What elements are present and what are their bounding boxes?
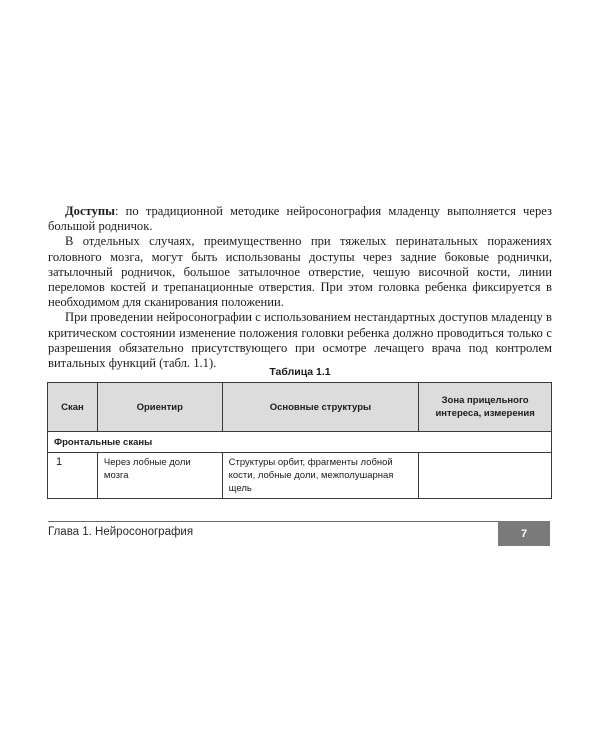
header-scan: Скан: [48, 383, 98, 432]
header-landmark: Ориентир: [97, 383, 222, 432]
table-row: [48, 453, 552, 499]
paragraph-fixation-text: При этом головка ребенка фиксируется в необходимом для сканирования положении.: [48, 280, 552, 310]
header-structures: Основные структуры: [222, 383, 419, 432]
paragraph-critical-state: При проведении нейросонографии с использованием нестандартных доступов младенцу в критическом состоянии изменение положения головки ребенка должно проводиться только с разрешения обязательно присутствующего при осмотре лечащего врача под контролем витальных функций (табл. 1.1).: [48, 310, 552, 371]
section-label: Фронтальные сканы: [48, 432, 552, 453]
cell-structures: Структуры орбит, фрагменты лобной кости, лобные доли, межполушарная щель: [222, 453, 419, 499]
scan-table: [47, 382, 552, 499]
chapter-title: Глава 1. Нейросонография: [48, 526, 194, 538]
paragraph-special-cases: [48, 234, 552, 310]
table-caption: Таблица 1.1: [269, 366, 331, 378]
body-text: [48, 204, 552, 371]
paragraph-access-text: : по традиционной методике нейросонография младенцу выполняется через большой родничок.: [48, 204, 552, 234]
term-access: Доступы: [65, 204, 115, 218]
footer-divider: [48, 521, 502, 522]
section-row: [48, 432, 552, 453]
cell-landmark: Через лобные доли мозга: [97, 453, 222, 499]
cell-scan: 1: [48, 453, 98, 499]
paragraph-access: [48, 204, 552, 234]
paragraph-special-cases-text: В отдельных случаях, преимущественно при тяжелых перинатальных поражениях головного мозга, могут быть использованы доступы через задние боковые роднички, затылочный родничок, большое затылочное отверстие, чешую височной кости, линии переломов костей и трепанационные отверстия.: [48, 234, 552, 295]
header-zone: Зона прицельного интереса, измерения: [419, 383, 552, 432]
cell-zone: [419, 453, 552, 499]
page-number: 7: [498, 521, 550, 546]
table-header-row: [48, 383, 552, 432]
